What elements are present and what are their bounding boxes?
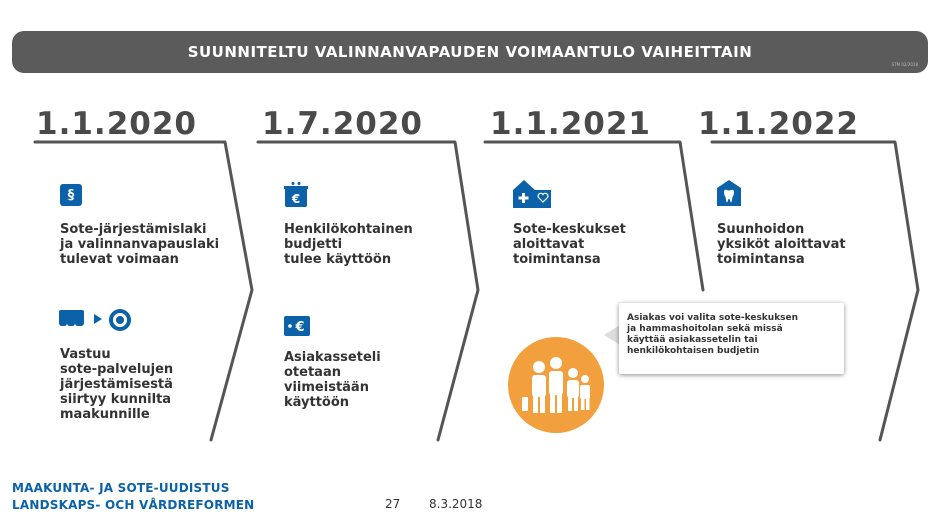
banner-title: SUUNNITELTU VALINNANVAPAUDEN VOIMAANTULO VAIHEITTAIN bbox=[187, 43, 753, 61]
phase-1-text-2: Vastuu sote-palvelujen järjestämisestä siirtyy kunnilta maakunnille bbox=[60, 347, 174, 422]
footer-organization: MAAKUNTA- JA SOTE-UUDISTUS LANDSKAPS- OCH VÅRDREFORMEN bbox=[12, 481, 255, 512]
chevron-3 bbox=[485, 142, 703, 290]
health-centre-icon bbox=[513, 180, 551, 208]
paragraph-icon: § bbox=[60, 184, 82, 206]
phase-4-text-1: Suunhoidon yksiköt aloittavat toimintansa bbox=[717, 222, 846, 267]
family-icon bbox=[508, 337, 604, 433]
budget-euro-icon bbox=[284, 182, 308, 208]
phase-2-text-2: Asiakasseteli otetaan viimeistään käyttöön bbox=[284, 350, 381, 410]
svg-text:€: € bbox=[291, 192, 301, 206]
callout-text: Asiakas voi valita sote-keskuksen ja hammashoitolan sekä missä käyttää asiakassetelin tai henkilökohtaisen budjetin bbox=[627, 313, 799, 356]
date-phase-1: 1.1.2020 bbox=[36, 106, 197, 142]
chevron-4 bbox=[712, 142, 918, 440]
municipality-to-region-icon bbox=[58, 308, 142, 336]
phase-1-text-1: Sote-järjestämislaki ja valinnanvapauslaki tulevat voimaan bbox=[60, 222, 220, 267]
family-circle bbox=[508, 337, 604, 433]
svg-text:€: € bbox=[295, 320, 305, 335]
date-phase-4: 1.1.2022 bbox=[698, 106, 859, 142]
page-number: 27 bbox=[385, 497, 401, 511]
footer-date: 8.3.2018 bbox=[429, 497, 483, 511]
banner-code: STM 02/2018 bbox=[891, 62, 918, 67]
date-phase-3: 1.1.2021 bbox=[490, 106, 651, 142]
date-phase-2: 1.7.2020 bbox=[262, 106, 423, 142]
voucher-euro-icon bbox=[284, 316, 310, 336]
info-callout bbox=[619, 303, 844, 374]
dental-icon bbox=[717, 180, 741, 206]
callout-pointer bbox=[604, 325, 620, 345]
phase-2-text-1: Henkilökohtainen budjetti tulee käyttöön bbox=[284, 222, 413, 267]
phase-3-text-1: Sote-keskukset aloittavat toimintansa bbox=[513, 222, 626, 267]
